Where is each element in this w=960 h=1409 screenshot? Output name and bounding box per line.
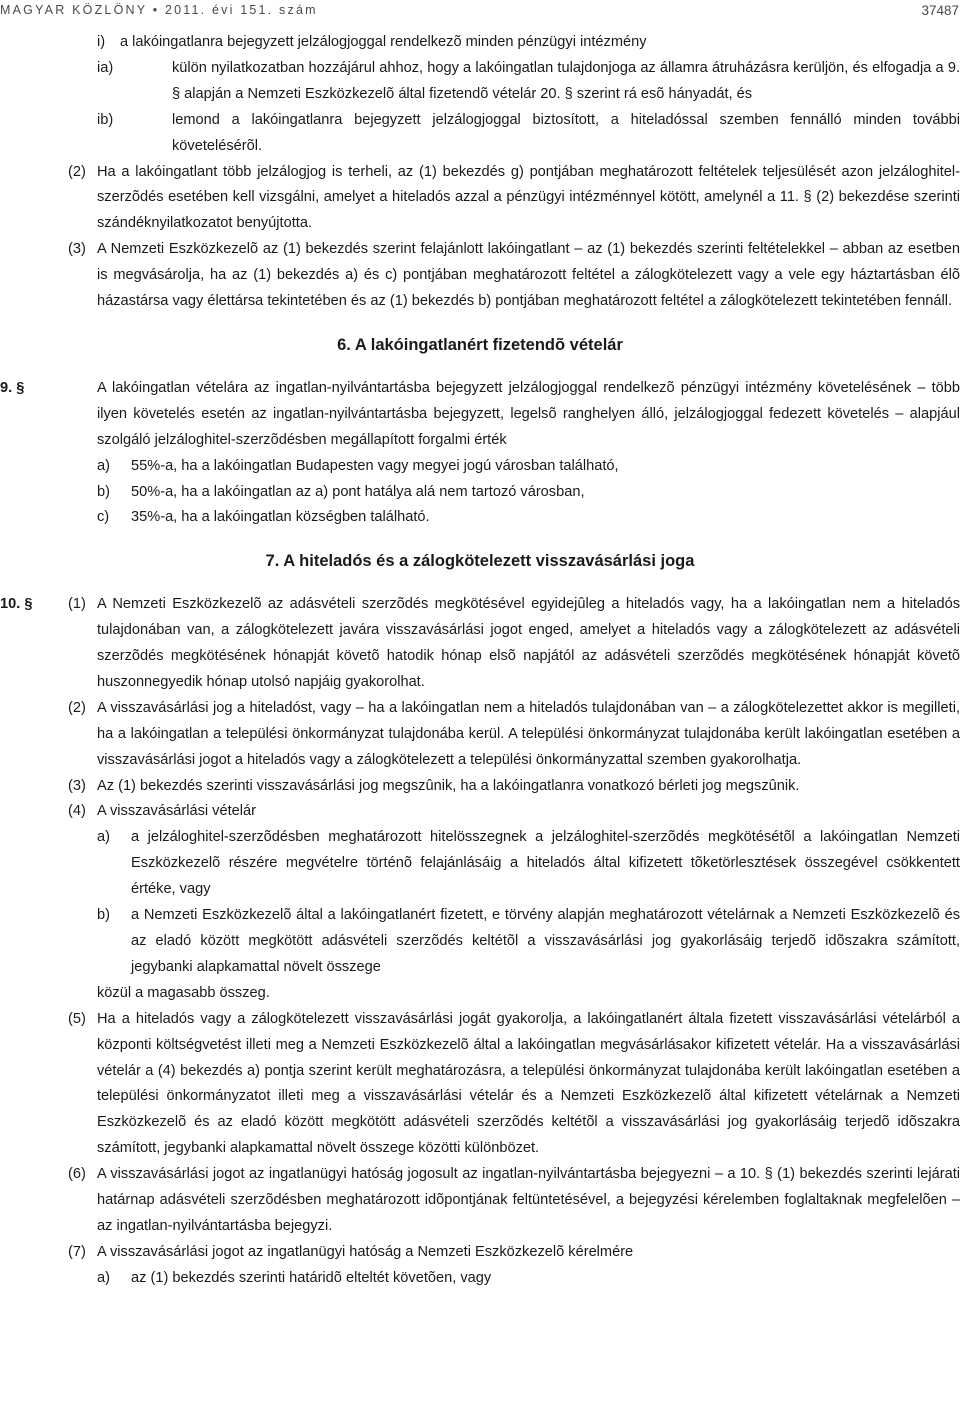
list-item: [0, 505, 960, 531]
item-text: 50%-a, ha a lakóingatlan az a) pont hatálya alá nem tartozó városban,: [131, 483, 585, 500]
item-text: az (1) bekezdés szerinti határidõ elteltét követõen, vagy: [131, 1269, 492, 1286]
item-text: 35%-a, ha a lakóingatlan községben található.: [131, 509, 430, 526]
paragraph-label: (6): [68, 1166, 86, 1183]
paragraph-label: (4): [68, 803, 86, 820]
paragraph-label: (7): [68, 1243, 86, 1260]
list-item: [0, 903, 960, 981]
journal-name: MAGYAR KÖZLÖNY: [0, 3, 148, 17]
paragraph-text: A Nemzeti Eszközkezelõ az adásvételi szerzõdés megkötésével egyidejûleg a hiteladós vagy, ha a lakóingatlan nem a hiteladós tulajdonában van, a zálogkötelezett javára visszavásárlási jogot enged, amelyet a hiteladós vagy a zálogkötelezett az adásvételi szerzõdés megkötésének hónapját követõ hatodik hónap elsõ napjától az adásvételi szerzõdés megkötésének hónapját követõ huszonnegyedik hónap utolsó napjáig gyakorolhat.: [97, 596, 960, 690]
item-text: a jelzáloghitel-szerzõdésben meghatározott hitelösszegnek a jelzáloghitel-szerzõdés megkötésétõl a lakóingatlan Nemzeti Eszközkezelõ részére megvételre történõ felajánlásáig a hiteladós által kifizetett tõketörlesztések összegével csökkentett értéke, vagy: [131, 829, 960, 898]
paragraph: [0, 237, 960, 315]
section-label: 10. §: [0, 596, 33, 613]
paragraph-tail: [0, 981, 960, 1007]
list-item: [0, 56, 960, 108]
item-label: c): [97, 509, 110, 526]
item-text: 55%-a, ha a lakóingatlan Budapesten vagy megyei jogú városban található,: [131, 457, 619, 474]
item-label: a): [97, 829, 110, 846]
paragraph-text: A visszavásárlási jogot az ingatlanügyi hatóság jogosult az ingatlan-nyilvántartásba bejegyezni – a 10. § (1) bekezdés szerinti lejárati határnap adásvételi szerzõdésben meghatározott idõpontjának feltüntetésével, a bejegyzési kérelemben foglaltaknak megfelelõen – az ingatlan-nyilvántartásba bejegyzi.: [97, 1166, 960, 1234]
item-text: a Nemzeti Eszközkezelõ által a lakóingatlanért fizetett, e törvény alapján meghatározott vételárnak a Nemzeti Eszközkezelõ és az eladó között megkötött adásvételi szerzõdés keltétõl a visszavásárlási jog gyakorlásáig terjedõ idõszakra számított, jegybanki alapkamattal növelt összege: [131, 907, 960, 975]
paragraph: [0, 799, 960, 825]
paragraph-text: A visszavásárlási jog a hiteladóst, vagy – ha a lakóingatlan nem a hiteladós tulajdonában van – a zálogkötelezettet akkor is megilleti, ha a lakóingatlan a települési önkormányzat tulajdonába kerül. A települési önkormányzat tulajdonába került lakóingatlan esetében a visszavásárlási jogot a hiteladós vagy a zálogkötelezett a települési önkormányzattal szemben gyakorolhatja.: [97, 699, 960, 768]
list-item: [0, 30, 960, 56]
paragraph-label: (3): [68, 777, 86, 794]
section-heading-7: 7. A hiteladós és a zálogkötelezett visszavásárlási joga: [265, 552, 695, 571]
item-label: b): [97, 907, 110, 924]
item-label: a): [97, 1269, 110, 1286]
paragraph-label: (3): [68, 241, 86, 258]
section-heading-6: 6. A lakóingatlanért fizetendõ vételár: [337, 335, 623, 354]
paragraph-text: Az (1) bekezdés szerinti visszavásárlási jog megszûnik, ha a lakóingatlanra vonatkozó bérleti jog megszûnik.: [97, 777, 800, 794]
list-item: [0, 480, 960, 506]
section-label: 9. §: [0, 379, 25, 396]
paragraph: [0, 1240, 960, 1266]
paragraph: [0, 592, 960, 696]
item-label: ib): [97, 111, 114, 128]
list-item: [0, 1266, 960, 1292]
list-item: [0, 825, 960, 903]
item-text: lemond a lakóingatlanra bejegyzett jelzálogjoggal biztosított, a hiteladóssal szemben fennálló minden további követelésérõl.: [172, 111, 960, 154]
paragraph: [0, 160, 960, 238]
paragraph-text: A visszavásárlási jogot az ingatlanügyi hatóság a Nemzeti Eszközkezelõ kérelmére: [97, 1243, 634, 1260]
list-item: [0, 454, 960, 480]
item-text: külön nyilatkozatban hozzájárul ahhoz, hogy a lakóingatlan tulajdonjoga az államra átruházásra kerüljön, és elfogadja a 9. § alapján a Nemzeti Eszközkezelõ által fizetendõ vételár 20. § szerint rá esõ hányadát, és: [172, 59, 960, 102]
item-label: i): [97, 34, 106, 50]
paragraph-text: A Nemzeti Eszközkezelõ az (1) bekezdés szerint felajánlott lakóingatlant – az (1) bekezdés szerinti feltételekkel – abban az esetben is megvásárolja, ha az (1) bekezdés a) és c) pontjában meghatározott feltétel a zálogkötelezett vagy a vele egy háztartásban élõ házastársa vagy élettársa tekintetében és az (1) bekezdés b) pontjában meghatározott feltétel a zálogkötelezett tekintetében fennáll.: [97, 241, 960, 310]
item-label: a): [97, 457, 110, 474]
page-number: 37487: [921, 3, 959, 18]
paragraph-label: (2): [68, 699, 86, 716]
paragraph-label: (1): [68, 596, 86, 613]
bullet-separator: •: [152, 3, 165, 17]
paragraph-label: (2): [68, 163, 86, 180]
paragraph-text: közül a magasabb összeg.: [97, 984, 270, 1001]
paragraph: [0, 774, 960, 800]
item-label: b): [97, 483, 110, 500]
paragraph: [0, 1007, 960, 1162]
section-9: [0, 376, 960, 454]
list-item: [0, 108, 960, 160]
item-text: a lakóingatlanra bejegyzett jelzálogjoggal rendelkezõ minden pénzügyi intézmény: [120, 34, 647, 50]
paragraph: [0, 696, 960, 774]
paragraph: [0, 1162, 960, 1240]
paragraph-text: Ha a lakóingatlant több jelzálogjog is terheli, az (1) bekezdés g) pontjában meghatározott feltételek teljesülését azon jelzáloghitel-szerzõdés esetében kell vizsgálni, amelyet a hiteladós azzal a pénzügyi intézménnyel kötött, amelynél a 11. § (2) bekezdése szerinti szándéknyilatkozatot benyújtotta.: [97, 163, 960, 232]
section-text: A lakóingatlan vételára az ingatlan-nyilvántartásba bejegyzett jelzálogjoggal rendelkezõ pénzügyi intézmény követelésének – több ilyen követelés esetén az ingatlan-nyilvántartásba bejegyzett, legelsõ ranghelyen álló, jelzálogjoggal fedezett követelés – alapjául szolgáló jelzáloghitel-szerzõdésben megállapított forgalmi érték: [97, 379, 960, 448]
issue-label: 2011. évi 151. szám: [164, 3, 318, 17]
paragraph-text: A visszavásárlási vételár: [97, 803, 256, 820]
paragraph-text: Ha a hiteladós vagy a zálogkötelezett visszavásárlási jogát gyakorolja, a lakóingatlanért általa fizetett visszavásárlási vételárból a központi költségvetést illeti meg a Nemzeti Eszközkezelõ által a lakóingatlan megvásárlásakor kifizetett vételár. Ha a visszavásárlási vételár a (4) bekezdés a) pontja szerint került meghatározásra, a települési önkormányzat tulajdonába került lakóingatlan esetében a települési önkormányzatot illeti meg a visszavásárlási vételár és a Nemzeti Eszközkezelõ által kifizetett vételárnak a Nemzeti Eszközkezelõ és az eladó között megkötött adásvételi szerzõdés keltétõl a visszavásárlási jog gyakorlásáig terjedõ idõszakra számított, jegybanki alapkamattal növelt összege közötti különbözet.: [97, 1010, 960, 1157]
document-body: [0, 12, 960, 1292]
item-label: ia): [97, 59, 114, 76]
paragraph-label: (5): [68, 1010, 86, 1027]
